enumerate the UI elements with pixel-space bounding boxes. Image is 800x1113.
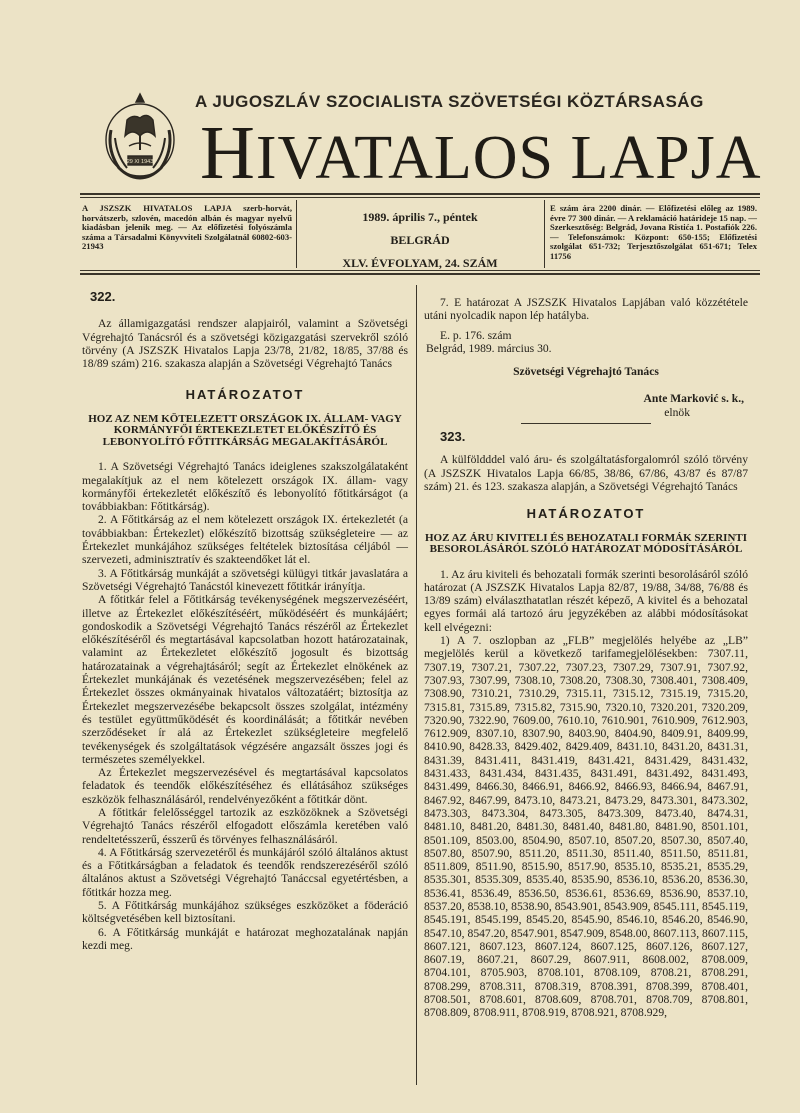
article-323-intro: A külföldddel való áru- és szolgáltatásforgalomról szóló törvény (A JSZSZK Hivatalos Lapja 66/85, 38/86, 67/86, 43/87 és 87/87 szám) 21. és 123. szakasza alapján, a Szövetségi Végrehajtó Tanács — [424, 453, 748, 493]
article-323-p2: 1) A 7. oszlopban az „FLB” megjelölés helyébe az „LB” megjelölés kerül a következő tarifamegjelölésekben: 7307.11, 7307.19, 7307.21, 7307.22, 7307.23, 7307.29, 7307.91, 7307.92, 7307.93, 7307.99, 7308.10, 7308.20, 7308.30, 7308.401, 7308.409, 7308.90, 7310.21, 7310.29, 7315.11, 7315.12, 7315.19, 7315.20, 7315.81, 7315.89, 7315.82, 7315.90, 7320.10, 7320.201, 7320.209, 7320.90, 7322.90, 7609.00, 7610.10, 7610.901, 7610.909, 7612.903, 7612.909, 8307.10, 8307.90, 8403.90, 8404.90, 8409.91, 8409.99, 8410.90, 8428.33, 8429.402, 8429.409, 8431.10, 8431.20, 8431.31, 8431.39, 8431.411, 8431.419, 8431.421, 8431.429, 8431.432, 8431.433, 8431.434, 8431.435, 8431.491, 8431.492, 8431.493, 8431.499, 8466.30, 8466.91, 8466.92, 8466.93, 8466.94, 8467.91, 8467.92, 8467.99, 8473.10, 8473.21, 8473.29, 8473.301, 8473.302, 8473.303, 8473.304, 8473.305, 8473.309, 8473.40, 8474.31, 8481.10, 8481.20, 8481.30, 8481.40, 8481.80, 8481.90, 8501.101, 8501.109, 8503.00, 8504.90, 8507.10, 8507.20, 8507.30, 8507.40, 8507.80, 8507.90, 8511.20, 8511.30, 8511.40, 8511.50, 8511.81, 8511.809, 8511.90, 8515.90, 8517.90, 8535.10, 8535.21, 8535.29, 8535.301, 8535.309, 8535.40, 8535.90, 8536.10, 8536.20, 8536.30, 8536.41, 8536.49, 8536.50, 8536.61, 8536.69, 8536.90, 8537.10, 8537.20, 8538.10, 8538.90, 8543.901, 8543.909, 8545.111, 8545.119, 8545.191, 8545.199, 8545.20, 8545.90, 8546.10, 8546.20, 8546.90, 8547.10, 8547.20, 8547.901, 8547.909, 8548.00, 8607.113, 8607.115, 8607.121, 8607.123, 8607.124, 8607.125, 8607.126, 8607.127, 8607.19, 8607.21, 8607.29, 8607.911, 8608.002, 8708.009, 8704.101, 8705.903, 8708.101, 8708.109, 8708.21, 8708.291, 8708.299, 8708.311, 8708.319, 8708.391, 8708.399, 8708.401, 8708.501, 8708.601, 8708.609, 8708.701, 8708.709, 8708.801, 8708.809, 8708.911, 8708.919, 8708.921, 8708.929, — [424, 634, 748, 1020]
article-number-323: 323. — [440, 429, 466, 445]
article-322-p9: 6. A Főtitkárság munkáját e határozat meghozatalának napján kezdi meg. — [82, 925, 408, 952]
masthead-rule-top — [80, 193, 760, 195]
article-322-p7-continued: 7. E határozat A JSZSZK Hivatalos Lapjában való közzététele utáni nyolcadik napon lép hatályba. — [424, 296, 748, 323]
gazette-title — [200, 111, 762, 195]
header-divider-right — [544, 200, 545, 268]
issue-info — [300, 206, 540, 275]
article-322-intro: Az államigazgatási rendszer alapjairól, valamint a Szövetségi Végrehajtó Tanácsról és a szövetségi közigazgatási szervekről szóló törvény (A JSZSZK Hivatalos Lapja 23/78, 21/82, 18/85, 37/88 és 18/89 szám) 216. szakasza alapján a Szövetségi Végrehajtó Tanács — [82, 317, 408, 371]
column-divider — [416, 285, 417, 1085]
article-322-place-date: Belgrád, 1989. március 30. — [426, 341, 552, 355]
issue-volume: XLV. ÉVFOLYAM, 24. SZÁM — [342, 256, 498, 270]
article-number-322: 322. — [90, 289, 116, 304]
article-322-p8: 5. A Főtitkárság munkájához szükséges eszközöket a föderáció költségvetésében kell biztosítani. — [82, 899, 408, 926]
price-info: E szám ára 2200 dinár. — Előfizetési előleg az 1989. évre 77 300 dinár. — A reklamáció határideje 15 nap. — Szerkesztőség: Belgrád, Jovana Ristića 1. Postafiók 226. — Telefonszámok: Központ: 650-155; Előfizetési szolgálat 651-732; Terjesztőszolgálat 651-671; Telex 11756 — [550, 203, 757, 261]
article-322-p2: 2. A Főtitkárság az el nem kötelezett országok IX. értekezletét (a továbbiakban: Értekezlet) előkészítő bizottság szükségleteire — az Értekezlet munkájához szükséges feltételek biztosítása céljából — szervezeti, adminisztratív és szakteendőket lát el. — [82, 513, 408, 567]
issue-city: BELGRÁD — [390, 233, 450, 247]
masthead-rule-bottom-thick — [80, 273, 760, 275]
subscription-info: A JSZSZK HIVATALOS LAPJA szerb-horvát, horvátszerb, szlovén, macedón albán és magyar nyelvű kiadásban jelenik meg. — Az előfizetési folyószámla száma a Társadalmi Könyvviteli Szolgálatnál 60802-603-21943 — [82, 203, 292, 252]
article-322-reference: E. p. 176. szám — [440, 328, 512, 342]
article-322-p5: Az Értekezlet megszervezésével és megtartásával kapcsolatos feladatok és teendők előkészítéséhez és ellátásához szükséges eszközök felhasználásáról, rendelvényezőként a főtitkár dönt. — [82, 766, 408, 806]
article-322-p7: 4. A Főtitkárság szervezetéről és munkájáról szóló általános aktust és a Főtitkárságban a feladatok és teendők rendszerezéséről szóló általános aktust a Szövetségi Végrehajtó Tanáccsal egyetértésben, a főtitkár hozza meg. — [82, 845, 408, 899]
article-323-subheading: HOZ AZ ÁRU KIVITELI ÉS BEHOZATALI FORMÁK SZERINTI BESOROLÁSÁRÓL SZÓLÓ HATÁROZAT MÓDOSÍTÁSÁRÓL — [424, 531, 748, 556]
article-322-signer-title: elnök — [664, 405, 690, 419]
masthead-rule-top-thin — [80, 197, 760, 198]
article-323-p1: 1. Az áru kiviteli és behozatali formák szerinti besorolásáról szóló határozat (A JSZSZK Hivatalos Lapja 82/87, 19/88, 34/88, 76/88 és 13/89 szám) elválaszthatatlan részét képező, A kivitel és a behozatal egyes formái alá tartozó áru jegyzékében az alábbi módosításokat kell elvégezni: — [424, 567, 748, 634]
header-divider-left — [296, 200, 297, 268]
issue-date: 1989. április 7., péntek — [362, 210, 478, 224]
article-322-subheading: HOZ AZ NEM KÖTELEZETT ORSZÁGOK IX. ÁLLAM- VAGY KORMÁNYFŐI ÉRTEKEZLETET ELŐKÉSZÍTŐ ÉS LEBONYOLÍTÓ FŐTITKÁRSÁG MEGALAKÍTÁSÁRÓL — [88, 412, 402, 448]
article-322-p4: A főtitkár felel a Főtitkárság tevékenységének megszervezéséért, illetve az Értekezlet előkészítéséért, működéséért és munkájáért; gondoskodik a Szövetségi Végrehajtó Tanács részéről az Értekezlet előkészítéséről és megtartásával kapcsolatban hozott határozatainak, valamint az Értekezletet előkészítő jogosult és bizottság határozatainak a végrehajtásáról; segít az Értekezlet elnökének az Értekezlet munkájának és vezetésének megszervezésében; felel az Értekezlet összes okmányainak hivatalos változatáért; biztosítja az Értekezlet megszervezésébe bekapcsolt összes szolgálat, intézmény és testület együttműködését és koordinálását; a főtitkár nevében szerződéseket ír alá az Értekezlet szükségleteire megfelelő tevékenységek és szolgáltatások végzésére angazsált összes jogi és természetes személyekkel. — [82, 593, 408, 766]
article-323-heading: HATÁROZATOT — [526, 506, 646, 522]
republic-name: A JUGOSZLÁV SZOCIALISTA SZÖVETSÉGI KÖZTÁRSASÁG — [195, 92, 704, 111]
masthead-rule-bottom — [80, 270, 760, 271]
state-emblem-icon — [97, 90, 183, 184]
right-column — [424, 296, 748, 1020]
article-322-p3: 3. A Főtitkárság munkáját a szövetségi külügyi titkár javaslatára a Szövetségi Végrehajtó Tanácstól kinevezett főtitkár irányítja. — [82, 566, 408, 593]
article-322-issuer: Szövetségi Végrehajtó Tanács — [513, 365, 659, 379]
left-column — [82, 290, 408, 952]
gazette-title-rest: IVATALOS LAPJA — [255, 124, 762, 192]
article-322-signer: Ante Marković s. k., — [643, 392, 744, 406]
article-322-heading: HATÁROZATOT — [185, 387, 305, 403]
article-separator — [521, 423, 651, 424]
gazette-title-initial: H — [200, 111, 256, 195]
emblem-date: 29 XI 1943 — [126, 159, 154, 165]
article-322-p6: A főtitkár felelősséggel tartozik az eszközöknek a Szövetségi Végrehajtó Tanács részéről elfogadott előszámla keretében való rendeltetésszerű, ésszerű és törvényes felhasználásáról. — [82, 806, 408, 846]
article-322-p1: 1. A Szövetségi Végrehajtó Tanács ideiglenes szakszolgálataként megalakítjuk az el nem kötelezett országok IX. állam- vagy kormányfői értekezletét előkészítő és lebonyolító főtitkárságot (a továbbiakban: Főtitkárság). — [82, 460, 408, 514]
